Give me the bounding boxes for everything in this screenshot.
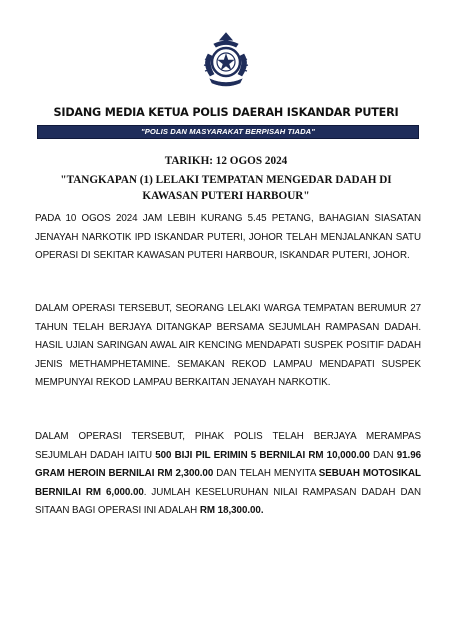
motorcycle-seizure-amount: SEBUAH MOTOSIKAL BERNILAI RM 6,000.00 <box>35 468 421 498</box>
total-seizure-amount: RM 18,300.00. <box>199 505 264 517</box>
motto-banner: "POLIS DAN MASYARAKAT BERPISAH TIADA" <box>37 125 419 139</box>
paragraph-3-text-2: DAN <box>369 449 397 461</box>
paragraph-2: DALAM OPERASI TERSEBUT, SEORANG LELAKI WARGA TEMPATAN BERUMUR 27 TAHUN TELAH BERJAYA DITANGKAP BERSAMA SEJUMLAH RAMPASAN DADAH. HASIL UJIAN SARINGAN AWAL AIR KENCING MENDAPATI SUSPEK POSITIF DADAH JENIS METHAMPHETAMINE. SEMAKAN REKOD LAMPAU MENDAPATI SUSPEK MEMPUNYAI REKOD LAMPAU BERKAITAN JENAYAH NARKOTIK. <box>35 303 421 389</box>
paragraph-3-text-1: DALAM OPERASI TERSEBUT, PIHAK POLIS TELAH BERJAYA MERAMPAS SEJUMLAH DADAH IAITU <box>35 431 421 461</box>
royal-malaysia-police-crest-icon <box>196 30 256 90</box>
paragraph-3-text-4: . JUMLAH KESELURUHAN NILAI RAMPASAN DADAH DAN SITAAN BAGI OPERASI INI ADALAH <box>35 486 421 517</box>
release-date: TARIKH: 12 OGOS 2024 <box>164 155 288 167</box>
pill-seizure-amount: 500 BIJI PIL ERIMIN 5 BERNILAI RM 10,000.00 <box>155 449 370 461</box>
subject-line-1: "TANGKAPAN (1) LELAKI TEMPATAN MENGEDAR DADAH DI <box>60 174 392 186</box>
paragraph-3 <box>35 428 421 521</box>
release-subject <box>40 172 412 204</box>
paragraph-1: PADA 10 OGOS 2024 JAM LEBIH KURANG 5.45 PETANG, BAHAGIAN SIASATAN JENAYAH NARKOTIK IPD ISKANDAR PUTERI, JOHOR TELAH MENJALANKAN SATU OPERASI DI SEKITAR KAWASAN PUTERI HARBOUR, ISKANDAR PUTERI, JOHOR. <box>35 213 421 262</box>
heroin-seizure-amount: 91.96 GRAM HEROIN BERNILAI RM 2,300.00 <box>35 449 421 480</box>
subject-line-2: KAWASAN PUTERI HARBOUR" <box>142 190 310 202</box>
page-title: SIDANG MEDIA KETUA POLIS DAERAH ISKANDAR PUTERI <box>53 106 399 119</box>
paragraph-3-text-3: DAN TELAH MENYITA <box>213 468 319 480</box>
